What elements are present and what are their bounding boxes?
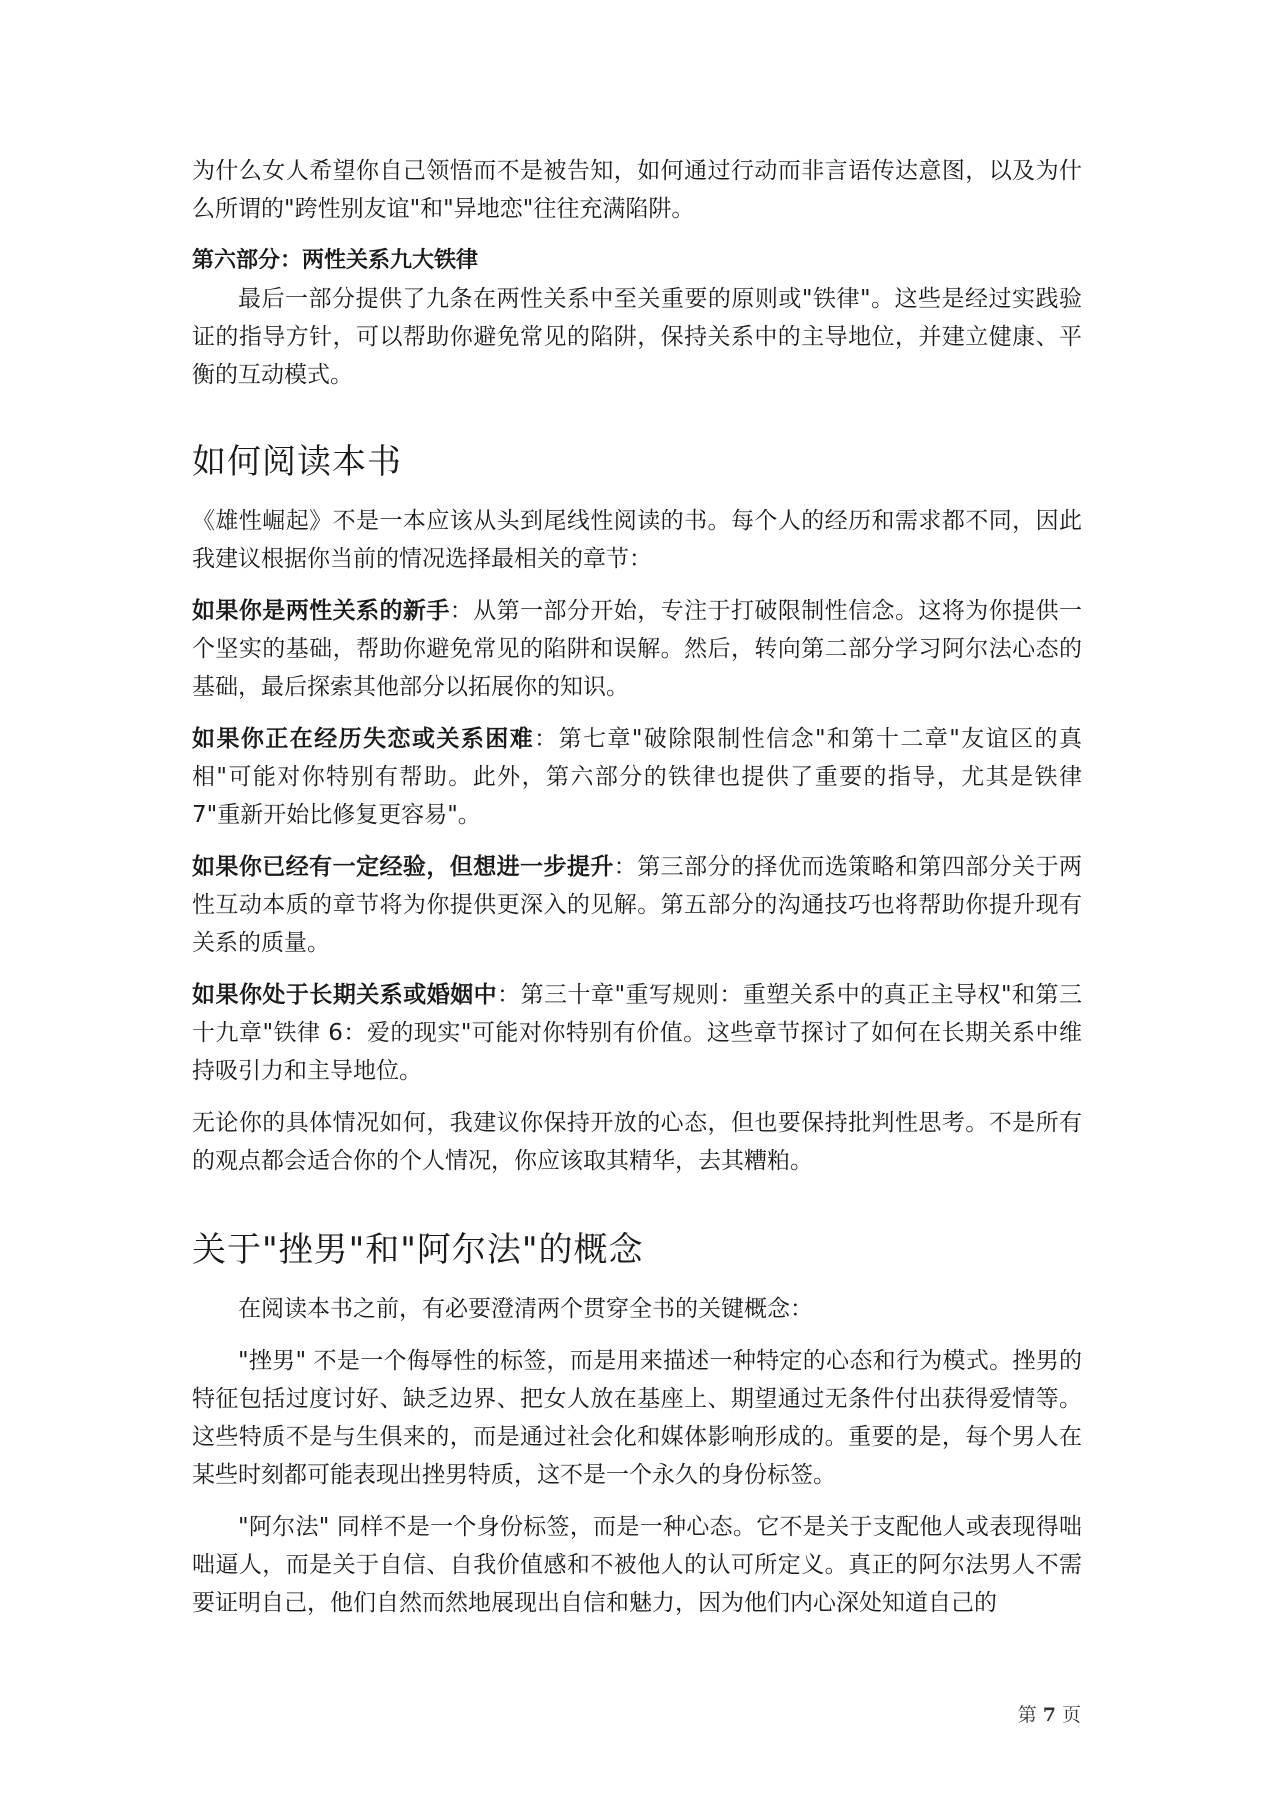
page-number-prefix: 第 [1017, 1704, 1037, 1726]
page-number-suffix: 页 [1061, 1704, 1081, 1726]
case-breakup-text: ：第七章"破除限制性信念"和第十二章"友谊区的真相"可能对你特别有帮助。此外，第六部分的铁律也提供了重要的指导，尤其是铁律 7"重新开始比修复更容易"。 [192, 726, 1082, 828]
paragraph-read-intro: 《雄性崛起》不是一本应该从头到尾线性阅读的书。每个人的经历和需求都不同，因此我建议根据你当前的情况选择最相关的章节： [192, 508, 1082, 572]
paragraph-case-breakup [192, 720, 1082, 834]
paragraph-case-newbie [192, 592, 1082, 706]
case-breakup-label: 如果你正在经历失恋或关系困难 [192, 726, 535, 752]
part6-heading: 第六部分：两性关系九大铁律 [192, 248, 479, 273]
section-heading-concepts: 关于"挫男"和"阿尔法"的概念 [192, 1230, 644, 1270]
case-experienced-text: ：第三部分的择优而选策略和第四部分关于两性互动本质的章节将为你提供更深入的见解。第五部分的沟通技巧也将帮助你提升现有关系的质量。 [192, 854, 1083, 956]
paragraph-intro: 为什么女人希望你自己领悟而不是被告知，如何通过行动而非言语传达意图，以及为什么所谓的"跨性别友谊"和"异地恋"往往充满陷阱。 [192, 158, 1082, 222]
paragraph-part6: 最后一部分提供了九条在两性关系中至关重要的原则或"铁律"。这些是经过实践验证的指导方针，可以帮助你避免常见的陷阱，保持关系中的主导地位，并建立健康、平衡的互动模式。 [192, 286, 1082, 388]
case-newbie-label: 如果你是两性关系的新手 [192, 598, 450, 624]
case-newbie-text: ：从第一部分开始，专注于打破限制性信念。这将为你提供一个坚实的基础，帮助你避免常见的陷阱和误解。然后，转向第二部分学习阿尔法心态的基础，最后探索其他部分以拓展你的知识。 [192, 598, 1083, 700]
paragraph-concept-alpha: "阿尔法" 同样不是一个身份标签，而是一种心态。它不是关于支配他人或表现得咄咄逼人，而是关于自信、自我价值感和不被他人的认可所定义。真正的阿尔法男人不需要证明自己，他们自然而然地展现出自信和魅力，因为他们内心深处知道自己的 [192, 1514, 1082, 1616]
paragraph-read-outro: 无论你的具体情况如何，我建议你保持开放的心态，但也要保持批判性思考。不是所有的观点都会适合你的个人情况，你应该取其精华，去其糟粕。 [192, 1110, 1082, 1174]
case-experienced-label: 如果你已经有一定经验，但想进一步提升 [192, 854, 614, 880]
paragraph-concept-beta: "挫男" 不是一个侮辱性的标签，而是用来描述一种特定的心态和行为模式。挫男的特征包括过度讨好、缺乏边界、把女人放在基座上、期望通过无条件付出获得爱情等。这些特质不是与生俱来的，而是通过社会化和媒体影响形成的。重要的是，每个男人在某些时刻都可能表现出挫男特质，这不是一个永久的身份标签。 [192, 1348, 1082, 1488]
page-content [192, 152, 1082, 1622]
paragraph-case-experienced [192, 848, 1082, 962]
paragraph-case-long-term [192, 976, 1082, 1090]
section-heading-how-to-read: 如何阅读本书 [192, 442, 402, 482]
case-long-term-label: 如果你处于长期关系或婚姻中 [192, 982, 498, 1008]
case-long-term-text: ：第三十章"重写规则：重塑关系中的真正主导权"和第三十九章"铁律 6：爱的现实"可能对你特别有价值。这些章节探讨了如何在长期关系中维持吸引力和主导地位。 [192, 982, 1082, 1084]
paragraph-concept-intro: 在阅读本书之前，有必要澄清两个贯穿全书的关键概念： [238, 1296, 813, 1322]
page-number-value: 7 [1042, 1704, 1056, 1726]
page-number [1018, 1700, 1081, 1727]
